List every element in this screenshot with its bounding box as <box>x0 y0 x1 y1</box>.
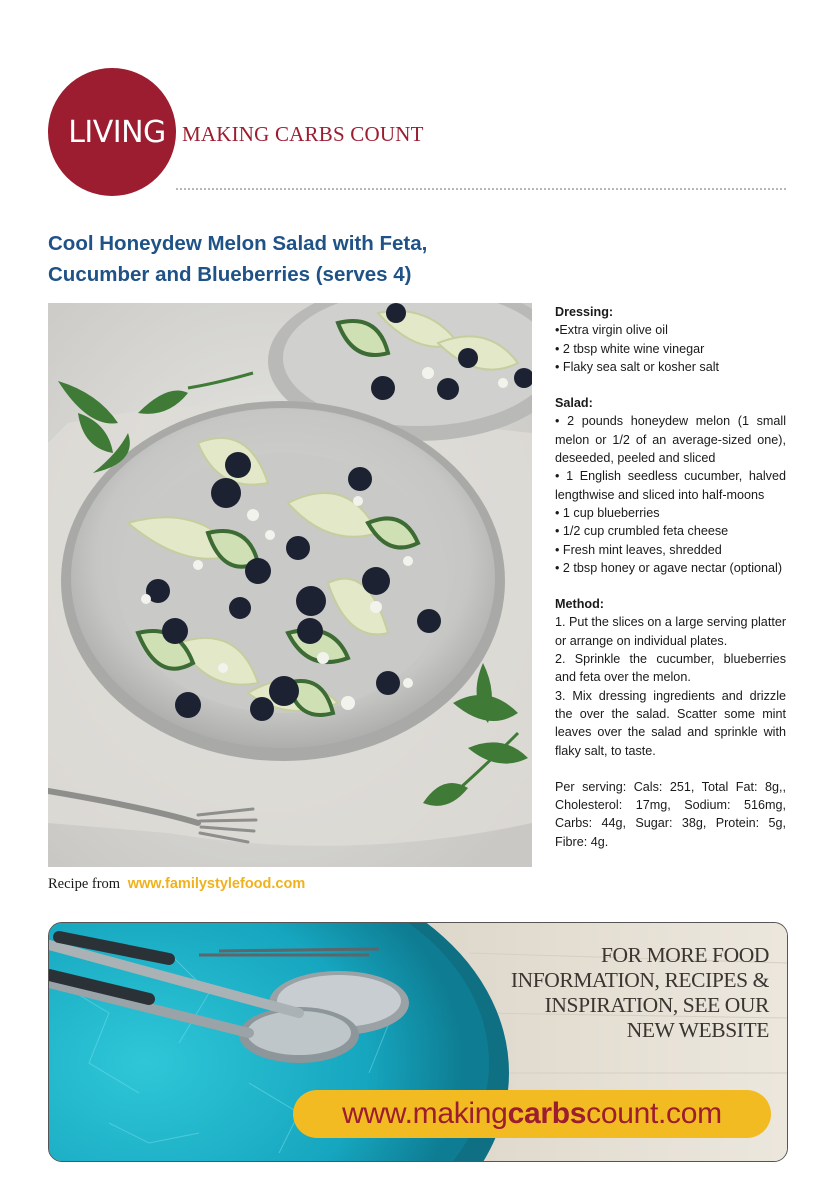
nutrition-info: Per serving: Cals: 251, Total Fat: 8g,, Cholesterol: 17mg, Sodium: 516mg, Carbs: 44g, Sugar: 38g, Protein: 5g, Fibre: 4g. <box>555 779 786 849</box>
banner-message <box>469 943 769 1043</box>
recipe-title: Cool Honeydew Melon Salad with Feta, Cucumber and Blueberries (serves 4) <box>48 232 428 286</box>
salad-item: • Fresh mint leaves, shredded <box>555 542 722 557</box>
salad-item: • 2 tbsp honey or agave nectar (optional) <box>555 560 783 575</box>
salad-item: • 1/2 cup crumbled feta cheese <box>555 524 729 539</box>
banner-line: NEW WEBSITE <box>626 1018 769 1042</box>
living-logo <box>48 68 176 196</box>
url-prefix: www.making <box>342 1097 508 1130</box>
url-bold: carbs <box>507 1097 587 1130</box>
website-url[interactable] <box>342 1097 722 1131</box>
dotted-divider <box>176 188 786 190</box>
credit-prefix: Recipe from <box>48 876 121 892</box>
recipe-credit <box>48 876 305 893</box>
banner-line: FOR MORE FOOD <box>600 943 769 967</box>
method-heading: Method: <box>555 597 604 612</box>
recipe-text-column <box>555 303 786 851</box>
banner-line: INSPIRATION, SEE OUR <box>544 993 769 1017</box>
website-banner <box>48 922 788 1162</box>
salad-item: • 1 English seedless cucumber, halved lengthwise and sliced into half-moons <box>555 469 786 502</box>
website-link[interactable] <box>293 1090 771 1138</box>
method-step: 1. Put the slices on a large serving platter or arrange on individual plates. <box>555 615 787 648</box>
method-step: 2. Sprinkle the cucumber, blueberries and feta over the melon. <box>555 652 786 685</box>
method-step: 3. Mix dressing ingredients and drizzle the over the salad. Scatter some mint leaves over the salad and sprinkle with flaky salt, to taste. <box>555 688 786 758</box>
section-title: MAKING CARBS COUNT <box>182 122 424 146</box>
credit-link[interactable]: www.familystylefood.com <box>127 876 306 892</box>
dressing-item: • Flaky sea salt or kosher salt <box>555 359 719 374</box>
salad-heading: Salad: <box>555 396 593 411</box>
dressing-item: •Extra virgin olive oil <box>555 323 668 338</box>
dressing-heading: Dressing: <box>555 305 614 319</box>
dressing-item: • 2 tbsp white wine vinegar <box>555 341 705 356</box>
salad-photo <box>48 303 532 867</box>
url-suffix: count.com <box>586 1097 722 1130</box>
banner-line: INFORMATION, RECIPES & <box>510 968 769 992</box>
salad-item: • 1 cup blueberries <box>555 505 660 520</box>
salad-item: • 2 pounds honeydew melon (1 small melon or 1/2 of an average-sized one), deseeded, peeled and sliced <box>555 414 786 466</box>
logo-word: LIVING <box>68 114 166 150</box>
